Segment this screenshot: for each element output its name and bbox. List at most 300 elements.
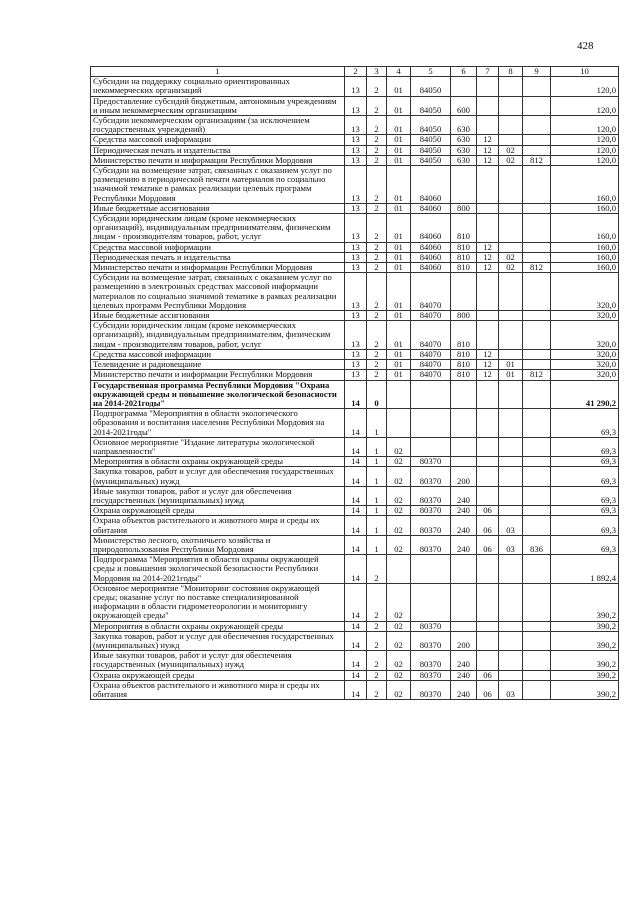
- table-row: [91, 516, 619, 535]
- row-name-cell: Министерство печати и информации Республики Мордовия: [91, 155, 345, 165]
- code-cell: 84050: [411, 77, 451, 96]
- code-cell: 12: [477, 370, 499, 380]
- code-cell: [477, 583, 499, 621]
- code-cell: [451, 555, 477, 584]
- code-cell: 1: [367, 467, 387, 486]
- code-cell: 02: [387, 535, 411, 554]
- table-row: [91, 252, 619, 262]
- code-cell: 80370: [411, 680, 451, 699]
- code-cell: 84070: [411, 370, 451, 380]
- code-cell: 14: [345, 409, 367, 438]
- table-row: [91, 680, 619, 699]
- table-row: [91, 166, 619, 204]
- code-cell: [387, 380, 411, 409]
- header-cell: 7: [477, 67, 499, 77]
- code-cell: 240: [451, 651, 477, 670]
- amount-cell: 390,2: [551, 670, 619, 680]
- table-row: [91, 583, 619, 621]
- code-cell: 80370: [411, 457, 451, 467]
- table-body: [91, 67, 619, 700]
- code-cell: [499, 631, 523, 650]
- code-cell: 01: [387, 214, 411, 243]
- code-cell: 02: [499, 263, 523, 273]
- code-cell: [499, 311, 523, 321]
- table-row: [91, 116, 619, 135]
- amount-cell: 69,3: [551, 516, 619, 535]
- code-cell: [477, 116, 499, 135]
- code-cell: [411, 409, 451, 438]
- amount-cell: 320,0: [551, 273, 619, 311]
- table-row: [91, 670, 619, 680]
- code-cell: [477, 651, 499, 670]
- code-cell: 240: [451, 486, 477, 505]
- code-cell: 240: [451, 506, 477, 516]
- code-cell: [523, 252, 551, 262]
- code-cell: [499, 670, 523, 680]
- code-cell: [477, 321, 499, 350]
- row-name-cell: Периодическая печать и издательства: [91, 252, 345, 262]
- code-cell: [523, 631, 551, 650]
- code-cell: 2: [367, 263, 387, 273]
- table-row: [91, 457, 619, 467]
- code-cell: 02: [387, 506, 411, 516]
- code-cell: 02: [387, 670, 411, 680]
- code-cell: 1: [367, 486, 387, 505]
- table-row: [91, 631, 619, 650]
- amount-cell: 69,3: [551, 535, 619, 554]
- budget-table: [90, 66, 619, 700]
- row-name-cell: Охрана объектов растительного и животного мира и среды их обитания: [91, 516, 345, 535]
- code-cell: [477, 203, 499, 213]
- code-cell: [499, 166, 523, 204]
- code-cell: [499, 273, 523, 311]
- table-row: [91, 145, 619, 155]
- code-cell: 812: [523, 370, 551, 380]
- amount-cell: 390,2: [551, 631, 619, 650]
- header-row: [91, 67, 619, 77]
- code-cell: [523, 166, 551, 204]
- code-cell: 836: [523, 535, 551, 554]
- code-cell: 84060: [411, 214, 451, 243]
- code-cell: 14: [345, 486, 367, 505]
- code-cell: 2: [367, 252, 387, 262]
- code-cell: [477, 273, 499, 311]
- code-cell: 2: [367, 349, 387, 359]
- code-cell: [523, 621, 551, 631]
- code-cell: 01: [387, 349, 411, 359]
- row-name-cell: Иные закупки товаров, работ и услуг для обеспечения государственных (муниципальных) нужд: [91, 651, 345, 670]
- code-cell: [499, 321, 523, 350]
- row-name-cell: Закупка товаров, работ и услуг для обеспечения государственных (муниципальных) нужд: [91, 631, 345, 650]
- amount-cell: 160,0: [551, 203, 619, 213]
- table-row: [91, 555, 619, 584]
- code-cell: 13: [345, 321, 367, 350]
- amount-cell: 160,0: [551, 214, 619, 243]
- code-cell: 84060: [411, 203, 451, 213]
- code-cell: [477, 214, 499, 243]
- code-cell: 2: [367, 96, 387, 115]
- row-name-cell: Министерство печати и информации Республики Мордовия: [91, 370, 345, 380]
- code-cell: 14: [345, 457, 367, 467]
- code-cell: [451, 380, 477, 409]
- code-cell: 80370: [411, 670, 451, 680]
- code-cell: 14: [345, 621, 367, 631]
- code-cell: 2: [367, 621, 387, 631]
- code-cell: 01: [387, 273, 411, 311]
- code-cell: 12: [477, 252, 499, 262]
- header-cell: 1: [91, 67, 345, 77]
- code-cell: 84070: [411, 349, 451, 359]
- code-cell: 01: [387, 242, 411, 252]
- code-cell: [523, 145, 551, 155]
- code-cell: [499, 77, 523, 96]
- code-cell: 14: [345, 651, 367, 670]
- code-cell: 02: [387, 486, 411, 505]
- code-cell: 84070: [411, 321, 451, 350]
- code-cell: 2: [367, 370, 387, 380]
- table-row: [91, 273, 619, 311]
- code-cell: [477, 621, 499, 631]
- code-cell: [523, 457, 551, 467]
- code-cell: 80370: [411, 535, 451, 554]
- code-cell: 1: [367, 437, 387, 456]
- code-cell: 84060: [411, 166, 451, 204]
- code-cell: [523, 311, 551, 321]
- code-cell: 240: [451, 670, 477, 680]
- code-cell: 13: [345, 135, 367, 145]
- row-name-cell: Закупка товаров, работ и услуг для обеспечения государственных (муниципальных) нужд: [91, 467, 345, 486]
- row-name-cell: Телевидение и радиовещание: [91, 360, 345, 370]
- code-cell: 13: [345, 242, 367, 252]
- code-cell: 84070: [411, 360, 451, 370]
- code-cell: 80370: [411, 631, 451, 650]
- code-cell: 84050: [411, 135, 451, 145]
- code-cell: 14: [345, 670, 367, 680]
- code-cell: 80370: [411, 486, 451, 505]
- code-cell: 14: [345, 631, 367, 650]
- code-cell: 01: [387, 166, 411, 204]
- code-cell: 14: [345, 380, 367, 409]
- row-name-cell: Субсидии на возмещение затрат, связанных с оказанием услуг по размещению в периодической печати материалов по социально значимой тематике в рамках реализации целевых программ Республики Мордовия: [91, 166, 345, 204]
- code-cell: [387, 409, 411, 438]
- table-row: [91, 486, 619, 505]
- code-cell: [477, 457, 499, 467]
- code-cell: [499, 457, 523, 467]
- amount-cell: 69,3: [551, 437, 619, 456]
- code-cell: 01: [387, 116, 411, 135]
- code-cell: 2: [367, 670, 387, 680]
- code-cell: [451, 166, 477, 204]
- row-name-cell: Мероприятия в области охраны окружающей среды: [91, 457, 345, 467]
- amount-cell: 160,0: [551, 166, 619, 204]
- code-cell: 2: [367, 145, 387, 155]
- code-cell: 800: [451, 311, 477, 321]
- code-cell: 812: [523, 155, 551, 165]
- row-name-cell: Иные закупки товаров, работ и услуг для обеспечения государственных (муниципальных) нужд: [91, 486, 345, 505]
- code-cell: 12: [477, 135, 499, 145]
- code-cell: 240: [451, 680, 477, 699]
- header-cell: 5: [411, 67, 451, 77]
- code-cell: 02: [387, 516, 411, 535]
- code-cell: 06: [477, 670, 499, 680]
- code-cell: 2: [367, 155, 387, 165]
- table-row: [91, 380, 619, 409]
- code-cell: 02: [387, 631, 411, 650]
- code-cell: [451, 621, 477, 631]
- code-cell: [411, 380, 451, 409]
- code-cell: [523, 651, 551, 670]
- code-cell: 1: [367, 409, 387, 438]
- code-cell: 13: [345, 77, 367, 96]
- amount-cell: 160,0: [551, 242, 619, 252]
- code-cell: [523, 380, 551, 409]
- code-cell: 03: [499, 516, 523, 535]
- amount-cell: 69,3: [551, 409, 619, 438]
- code-cell: 2: [367, 135, 387, 145]
- code-cell: 810: [451, 360, 477, 370]
- code-cell: [499, 651, 523, 670]
- code-cell: 01: [499, 370, 523, 380]
- code-cell: [477, 380, 499, 409]
- table-row: [91, 77, 619, 96]
- code-cell: [499, 506, 523, 516]
- amount-cell: 69,3: [551, 486, 619, 505]
- code-cell: 810: [451, 242, 477, 252]
- code-cell: [499, 583, 523, 621]
- code-cell: 14: [345, 437, 367, 456]
- code-cell: [499, 214, 523, 243]
- code-cell: 84070: [411, 273, 451, 311]
- header-cell: 4: [387, 67, 411, 77]
- table-row: [91, 263, 619, 273]
- code-cell: [499, 135, 523, 145]
- code-cell: [477, 77, 499, 96]
- amount-cell: 69,3: [551, 457, 619, 467]
- table-row: [91, 651, 619, 670]
- code-cell: [411, 583, 451, 621]
- code-cell: [523, 96, 551, 115]
- row-name-cell: Государственная программа Республики Мордовия "Охрана окружающей среды и повышение экологической безопасности на 2014-2021годы": [91, 380, 345, 409]
- row-name-cell: Субсидии юридическим лицам (кроме некоммерческих организаций), индивидуальным предпринимателям, физическим лицам - производителям товаров, работ, услуг: [91, 214, 345, 243]
- code-cell: 01: [387, 311, 411, 321]
- code-cell: 630: [451, 135, 477, 145]
- row-name-cell: Субсидии на поддержку социально ориентированных некоммерческих организаций: [91, 77, 345, 96]
- code-cell: 02: [499, 155, 523, 165]
- code-cell: 14: [345, 535, 367, 554]
- code-cell: [523, 321, 551, 350]
- code-cell: 2: [367, 651, 387, 670]
- code-cell: 84070: [411, 311, 451, 321]
- code-cell: [499, 380, 523, 409]
- code-cell: 2: [367, 583, 387, 621]
- table-row: [91, 242, 619, 252]
- code-cell: 0: [367, 380, 387, 409]
- code-cell: 13: [345, 203, 367, 213]
- table-row: [91, 535, 619, 554]
- amount-cell: 120,0: [551, 116, 619, 135]
- code-cell: [477, 409, 499, 438]
- code-cell: 810: [451, 349, 477, 359]
- code-cell: [451, 437, 477, 456]
- code-cell: [523, 242, 551, 252]
- code-cell: 630: [451, 155, 477, 165]
- table-row: [91, 360, 619, 370]
- code-cell: 13: [345, 116, 367, 135]
- code-cell: [411, 555, 451, 584]
- code-cell: [387, 555, 411, 584]
- amount-cell: 390,2: [551, 680, 619, 699]
- code-cell: 01: [387, 155, 411, 165]
- code-cell: 810: [451, 321, 477, 350]
- code-cell: 84050: [411, 155, 451, 165]
- code-cell: 80370: [411, 506, 451, 516]
- row-name-cell: Иные бюджетные ассигнования: [91, 203, 345, 213]
- table-row: [91, 437, 619, 456]
- code-cell: 06: [477, 680, 499, 699]
- code-cell: 14: [345, 506, 367, 516]
- code-cell: 80370: [411, 516, 451, 535]
- code-cell: 80370: [411, 651, 451, 670]
- code-cell: 01: [387, 77, 411, 96]
- page-number: 428: [577, 40, 594, 52]
- code-cell: 13: [345, 360, 367, 370]
- code-cell: 13: [345, 252, 367, 262]
- code-cell: [523, 77, 551, 96]
- row-name-cell: Подпрограмма "Мероприятия в области охраны окружающей среды и повышения экологической безопасности Республики Мордовия на 2014-2021годы": [91, 555, 345, 584]
- code-cell: [499, 203, 523, 213]
- amount-cell: 120,0: [551, 155, 619, 165]
- code-cell: [523, 360, 551, 370]
- code-cell: [523, 116, 551, 135]
- code-cell: 2: [367, 116, 387, 135]
- code-cell: 812: [523, 263, 551, 273]
- code-cell: [499, 621, 523, 631]
- amount-cell: 390,2: [551, 621, 619, 631]
- code-cell: 2: [367, 214, 387, 243]
- row-name-cell: Основное мероприятие "Мониторинг состояния окружающей среды; оказание услуг по поставке специализированной информации в области гидрометеорологии и мониторингу окружающей среды": [91, 583, 345, 621]
- code-cell: 200: [451, 467, 477, 486]
- header-cell: 6: [451, 67, 477, 77]
- amount-cell: 320,0: [551, 360, 619, 370]
- code-cell: [451, 457, 477, 467]
- code-cell: 2: [367, 360, 387, 370]
- code-cell: [477, 467, 499, 486]
- code-cell: 13: [345, 214, 367, 243]
- code-cell: 12: [477, 145, 499, 155]
- code-cell: [523, 349, 551, 359]
- code-cell: [499, 555, 523, 584]
- code-cell: 02: [499, 145, 523, 155]
- code-cell: 810: [451, 370, 477, 380]
- code-cell: 12: [477, 263, 499, 273]
- code-cell: [523, 135, 551, 145]
- amount-cell: 160,0: [551, 263, 619, 273]
- code-cell: 200: [451, 631, 477, 650]
- code-cell: [499, 437, 523, 456]
- amount-cell: 390,2: [551, 583, 619, 621]
- amount-cell: 160,0: [551, 252, 619, 262]
- code-cell: 84060: [411, 263, 451, 273]
- amount-cell: 320,0: [551, 370, 619, 380]
- code-cell: 80370: [411, 621, 451, 631]
- code-cell: [451, 273, 477, 311]
- row-name-cell: Охрана окружающей среды: [91, 670, 345, 680]
- code-cell: 02: [499, 252, 523, 262]
- code-cell: 01: [387, 360, 411, 370]
- row-name-cell: Иные бюджетные ассигнования: [91, 311, 345, 321]
- row-name-cell: Подпрограмма "Мероприятия в области экологического образования и воспитания населения Республики Мордовия на 2014-2021годы": [91, 409, 345, 438]
- code-cell: 2: [367, 680, 387, 699]
- row-name-cell: Субсидии некоммерческим организациям (за исключением государственных учреждений): [91, 116, 345, 135]
- code-cell: [411, 437, 451, 456]
- code-cell: 01: [387, 252, 411, 262]
- code-cell: 13: [345, 311, 367, 321]
- header-cell: 3: [367, 67, 387, 77]
- table-row: [91, 409, 619, 438]
- code-cell: 2: [367, 273, 387, 311]
- code-cell: 13: [345, 96, 367, 115]
- amount-cell: 69,3: [551, 506, 619, 516]
- code-cell: 03: [499, 680, 523, 699]
- code-cell: 13: [345, 349, 367, 359]
- code-cell: 02: [387, 651, 411, 670]
- code-cell: 02: [387, 680, 411, 699]
- amount-cell: 69,3: [551, 467, 619, 486]
- code-cell: [499, 242, 523, 252]
- code-cell: 1: [367, 457, 387, 467]
- code-cell: 84050: [411, 96, 451, 115]
- code-cell: [523, 680, 551, 699]
- code-cell: 06: [477, 516, 499, 535]
- code-cell: 2: [367, 555, 387, 584]
- table-row: [91, 321, 619, 350]
- code-cell: 13: [345, 166, 367, 204]
- code-cell: [451, 583, 477, 621]
- code-cell: 2: [367, 166, 387, 204]
- code-cell: [477, 631, 499, 650]
- code-cell: 12: [477, 155, 499, 165]
- table-row: [91, 311, 619, 321]
- row-name-cell: Периодическая печать и издательства: [91, 145, 345, 155]
- code-cell: [523, 214, 551, 243]
- code-cell: 13: [345, 273, 367, 311]
- code-cell: 2: [367, 203, 387, 213]
- code-cell: 13: [345, 370, 367, 380]
- amount-cell: 390,2: [551, 651, 619, 670]
- amount-cell: 120,0: [551, 96, 619, 115]
- code-cell: 02: [387, 457, 411, 467]
- code-cell: [477, 166, 499, 204]
- code-cell: [499, 467, 523, 486]
- row-name-cell: Министерство лесного, охотничьего хозяйства и природопользования Республики Мордовия: [91, 535, 345, 554]
- code-cell: 600: [451, 96, 477, 115]
- code-cell: 240: [451, 516, 477, 535]
- code-cell: [523, 409, 551, 438]
- code-cell: [477, 437, 499, 456]
- header-cell: 2: [345, 67, 367, 77]
- code-cell: 810: [451, 263, 477, 273]
- code-cell: 02: [387, 437, 411, 456]
- table-row: [91, 506, 619, 516]
- code-cell: [477, 486, 499, 505]
- amount-cell: 320,0: [551, 321, 619, 350]
- code-cell: 2: [367, 631, 387, 650]
- code-cell: [477, 311, 499, 321]
- code-cell: 84050: [411, 145, 451, 155]
- code-cell: 12: [477, 349, 499, 359]
- code-cell: [523, 203, 551, 213]
- code-cell: 810: [451, 252, 477, 262]
